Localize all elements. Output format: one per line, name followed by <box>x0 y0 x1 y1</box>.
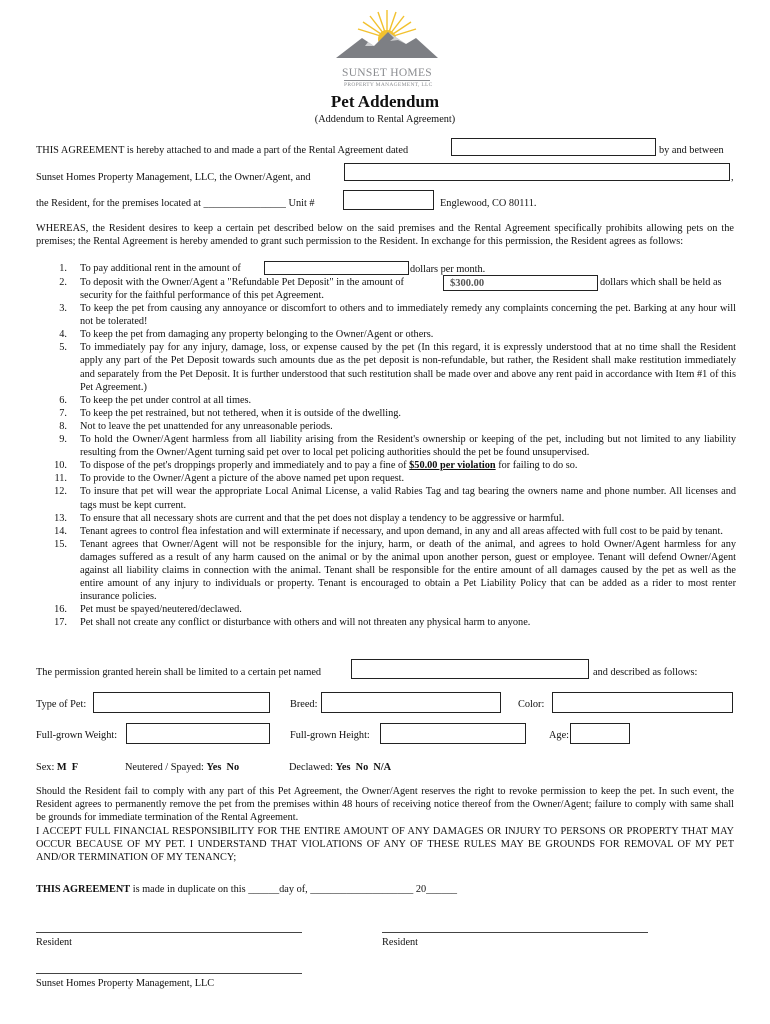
weight-field[interactable] <box>126 723 270 744</box>
company-label: Sunset Homes Property Management, LLC <box>36 978 215 989</box>
pet-deposit-field[interactable]: $300.00 <box>443 275 598 291</box>
type-of-pet-label: Type of Pet: <box>36 699 87 710</box>
pet-name-field[interactable] <box>351 659 589 679</box>
company-signature-line[interactable] <box>36 973 302 974</box>
list-item: 4. To keep the pet from damaging any property belonging to the Owner/Agent or others. <box>59 329 434 341</box>
color-label: Color: <box>518 699 545 710</box>
item-2-suffix: dollars which shall be held as <box>600 277 722 288</box>
agreement-date-line: THIS AGREEMENT is made in duplicate on this ______day of, ____________________ 20______ <box>36 884 458 895</box>
height-field[interactable] <box>380 723 526 744</box>
resident-1-label: Resident <box>36 937 73 948</box>
list-item: 6. To keep the pet under control at all times. <box>59 394 252 406</box>
type-of-pet-field[interactable] <box>93 692 270 713</box>
logo-company-name: SUNSET HOMES <box>342 67 432 79</box>
declawed-label: Declawed: Yes No N/A <box>289 762 392 773</box>
agreement-terms-list <box>36 262 736 629</box>
list-item: 12. To insure that pet will wear the appropriate Local Animal License, a valid Rabies Tag and tag bearing the owners name and phone number. All licenses and tags must be kept current. <box>54 486 736 511</box>
declawed-options[interactable]: Yes No N/A <box>335 762 392 773</box>
list-item: 2. To deposit with the Owner/Agent a "Refundable Pet Deposit" in the amount of <box>59 277 404 288</box>
list-item: 10. To dispose of the pet's droppings properly and immediately and to pay a fine of $50.00 per violation for failing to do so. <box>54 460 578 472</box>
list-item: 8. Not to leave the pet unattended for any unreasonable periods. <box>59 420 333 432</box>
item-1-text: To pay additional rent in the amount of <box>80 263 241 274</box>
list-item: 16. Pet must be spayed/neutered/declawed. <box>54 604 242 616</box>
permission-text: The permission granted herein shall be limited to a certain pet named <box>36 667 322 678</box>
list-item: 17. Pet shall not create any conflict or disturbance with others and will not threaten any physical harm to anyone. <box>54 617 531 629</box>
revocation-paragraph: Should the Resident fail to comply with any part of this Pet Agreement, the Owner/Agent reserves the right to revoke permission to keep the pet. In such event, the Resident agrees to permanently remove the pet from the premises within 48 hours of receiving notice thereof from the Owner/Agent; failure to comply with same shall be grounds for immediate termination of the Rental Agreement. <box>36 786 734 824</box>
resident-2-label: Resident <box>382 937 419 948</box>
sunset-mountain-icon <box>332 8 442 60</box>
breed-field[interactable] <box>321 692 501 713</box>
age-field[interactable] <box>570 723 630 744</box>
item-1-suffix: dollars per month. <box>410 264 486 275</box>
list-item: 5. To immediately pay for any injury, damage, loss, or expense caused by the pet (In this regard, it is expressly understood that at no time shall the Resident apply any part of the Pet Deposit towards such amounts due as the pet deposit is non-refundable, but rather, the Resident shall make restitution immediately and separately from the Pet Deposit. It is further understood that such restitution shall be made over and above any rent paid in accordance with Item #1 of this Pet Agreement.) <box>59 342 736 393</box>
neutered-options[interactable]: Yes No <box>206 762 240 773</box>
intro-line2-text: Sunset Homes Property Management, LLC, the Owner/Agent, and <box>36 172 311 183</box>
logo-company-subline: PROPERTY MANAGEMENT, LLC <box>344 82 433 88</box>
fine-amount: $50.00 per violation <box>409 460 496 472</box>
height-label: Full-grown Height: <box>290 730 370 741</box>
sex-options[interactable]: M F <box>56 762 79 773</box>
intro-line3-suffix: Englewood, CO 80111. <box>440 198 537 209</box>
list-item: security for the faithful performance of this pet Agreement. <box>80 290 324 301</box>
permission-suffix: and described as follows: <box>593 667 698 678</box>
age-label: Age: <box>549 730 570 741</box>
intro-line1-suffix: by and between <box>659 145 724 156</box>
page-subtitle: (Addendum to Rental Agreement) <box>314 114 456 125</box>
list-item: 15. Tenant agrees that Owner/Agent will not be responsible for the injury, harm, or death of the animal, and agrees to hold Owner/Agent harmless for any damages suffered as a result of any harm caused on the animal or by the animal upon another person, guest or employee. Tenant will defend Owner/Agent against all liability claims in connection with the animal. Tenant shall be responsible for the entire amount of all damages caused by the pet as well as the entire amount of any injury to individuals or property. Tenant is encouraged to obtain a Pet Liability Policy that can be added as a rider to most renter insurance policies. <box>54 538 736 603</box>
resident-2-signature-line[interactable] <box>382 932 648 933</box>
resident-1-signature-line[interactable] <box>36 932 302 933</box>
list-item: 11. To provide to the Owner/Agent a picture of the above named pet upon request. <box>54 473 405 485</box>
list-item: 14. Tenant agrees to control flea infestation and will exterminate if necessary, and upon demand, in any and all areas affected with full cost to be paid by tenant. <box>54 525 723 537</box>
unit-number-field[interactable] <box>343 190 434 210</box>
intro-line2-suffix: , <box>731 172 734 183</box>
list-item: 9. To hold the Owner/Agent harmless from all liability arising from the Resident's ownership or keeping of the pet, including but not limited to any liability resulting from the Owner/Agent turning said pet over to local pet policing authorities should the pet be found unsupervised. <box>59 434 736 459</box>
list-item: 7. To keep the pet restrained, but not tethered, when it is outside of the dwelling. <box>59 407 401 419</box>
item-2-text: To deposit with the Owner/Agent a "Refundable Pet Deposit" in the amount of <box>80 277 404 288</box>
list-item: 13. To ensure that all necessary shots are current and that the pet does not display a tendency to be aggressive or harmful. <box>54 512 565 524</box>
page-title: Pet Addendum <box>330 92 440 111</box>
breed-label: Breed: <box>290 699 318 710</box>
whereas-paragraph: WHEREAS, the Resident desires to keep a certain pet described below on the said premises and the Rental Agreement specifically prohibits allowing pets on the premises; the Rental Agreement is hereby amended to grant such permission to the Resident. In exchange for this permission, the Resident agrees as follows: <box>36 223 734 248</box>
neutered-label: Neutered / Spayed: Yes No <box>125 762 240 773</box>
list-item: 1. To pay additional rent in the amount of <box>59 263 241 274</box>
list-item: 3. To keep the pet from causing any annoyance or discomfort to others and to immediately remedy any complaints concerning the pet. Barking at any hour will not be tolerated! <box>59 303 736 328</box>
color-field[interactable] <box>552 692 733 713</box>
sex-label: Sex: M F <box>36 762 79 773</box>
weight-label: Full-grown Weight: <box>36 730 118 741</box>
financial-responsibility-paragraph: I ACCEPT FULL FINANCIAL RESPONSIBILITY FOR THE ENTIRE AMOUNT OF ANY DAMAGES OR INJURY TO PERSONS OR PROPERTY THAT MAY OCCUR BECAUSE OF MY PET. I UNDERSTAND THAT VIOLATIONS OF ANY OF THESE RULES MAY BE GROUNDS FOR REMOVAL OF MY PET AND/OR TERMINATION OF MY TENANCY; <box>36 826 734 864</box>
company-logo <box>332 8 442 88</box>
resident-name-field[interactable] <box>344 163 730 181</box>
intro-line3-text: the Resident, for the premises located at ________________ Unit # <box>36 198 315 209</box>
intro-line1-text: THIS AGREEMENT is hereby attached to and made a part of the Rental Agreement dated <box>36 145 409 156</box>
additional-rent-field[interactable] <box>264 261 409 275</box>
rental-agreement-date-field[interactable] <box>451 138 656 156</box>
